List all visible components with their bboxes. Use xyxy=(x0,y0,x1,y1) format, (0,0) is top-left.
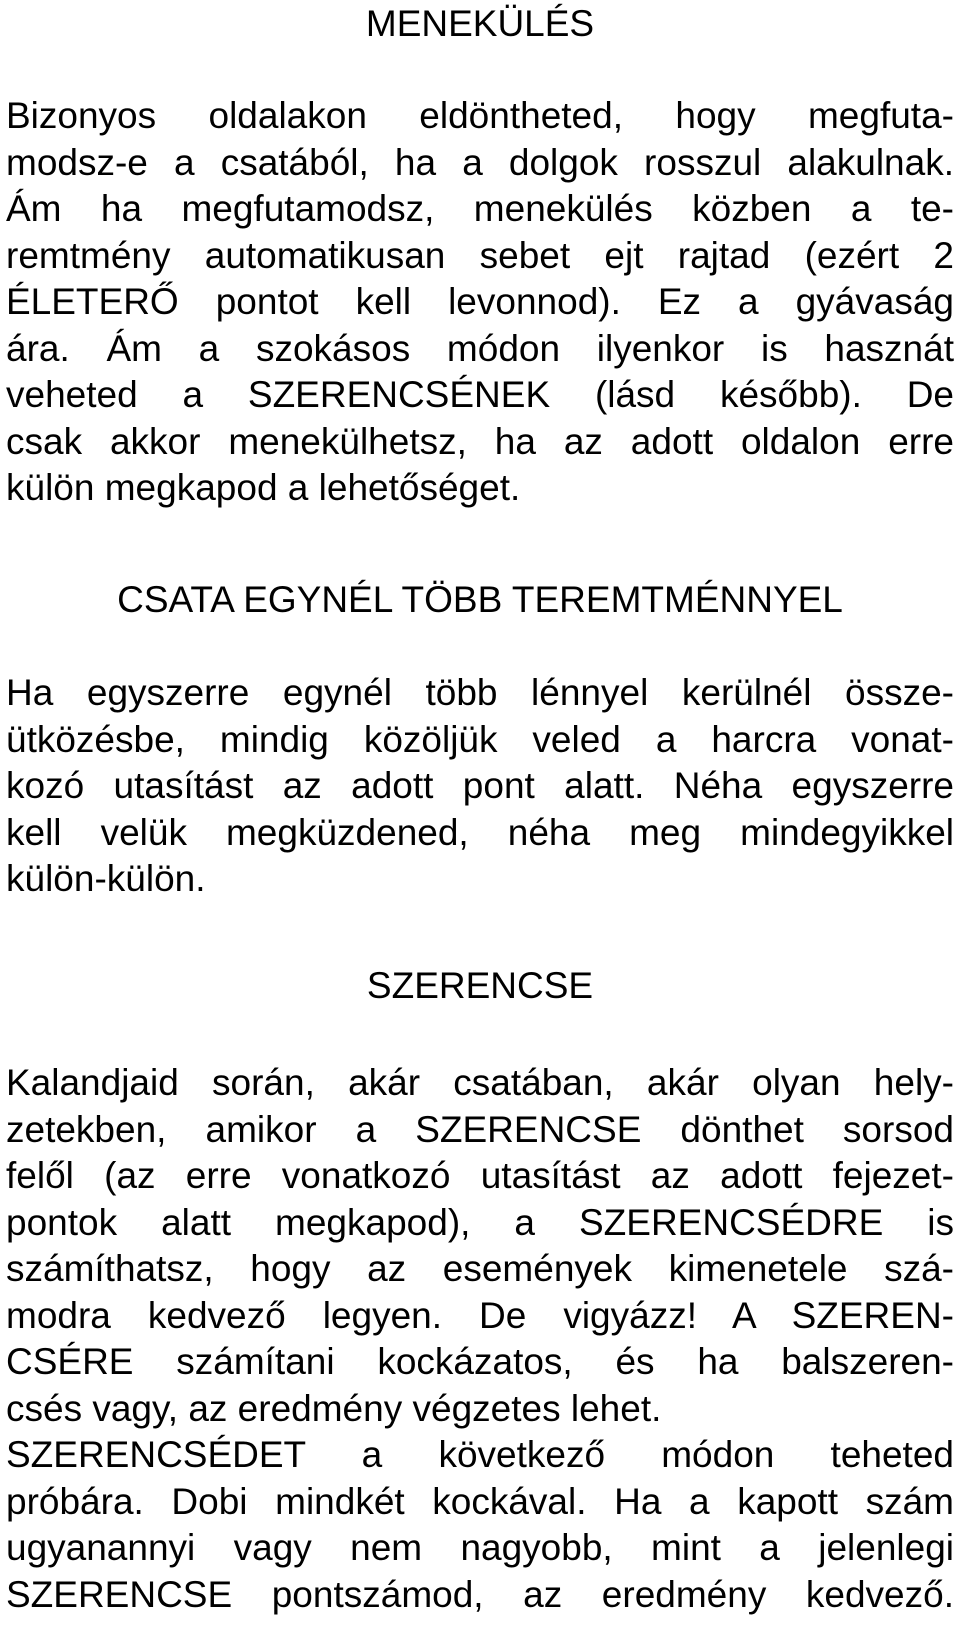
text-line: felől (az erre vonatkozó utasítást az adott fejezet- xyxy=(6,1155,954,1196)
text-line: ára. Ám a szokásos módon ilyenkor is hasznát xyxy=(6,327,954,369)
text-line: csés vagy, az eredmény végzetes lehet. xyxy=(6,1387,662,1429)
paragraph-csata xyxy=(6,670,954,903)
text-line: zetekben, amikor a SZERENCSE dönthet sorsod xyxy=(6,1108,954,1150)
text-line: számíthatsz, hogy az események kimenetele szá- xyxy=(6,1248,954,1289)
text-line: ÉLETERŐ pontot kell levonnod). Ez a gyávaság xyxy=(6,281,954,322)
text-line: CSÉRE számítani kockázatos, és ha balszeren- xyxy=(6,1341,954,1382)
paragraph-menekules xyxy=(6,93,954,512)
text-line: ütközésbe, mindig közöljük veled a harcra vonat- xyxy=(6,718,954,760)
text-line: modsz-e a csatából, ha a dolgok rosszul alakulnak. xyxy=(6,141,954,183)
text-line: SZERENCSE pontszámod, az eredmény kedvező. xyxy=(6,1573,954,1615)
text-line: csak akkor menekülhetsz, ha az adott oldalon erre xyxy=(6,420,954,462)
section-heading-szerencse: SZERENCSE xyxy=(366,965,594,1006)
text-line: Ha egyszerre egynél több lénnyel kerülnél össze- xyxy=(6,672,954,713)
text-line: veheted a SZERENCSÉNEK (lásd később). De xyxy=(6,374,954,415)
text-line: Bizonyos oldalakon eldöntheted, hogy megfuta- xyxy=(6,95,954,136)
text-line: külön-külön. xyxy=(6,858,206,899)
text-line: Kalandjaid során, akár csatában, akár olyan hely- xyxy=(6,1062,954,1103)
text-line: kozó utasítást az adott pont alatt. Néha egyszerre xyxy=(6,765,954,806)
text-line: kell velük megküzdened, néha meg mindegyikkel xyxy=(6,811,954,853)
text-line: külön megkapod a lehetőséget. xyxy=(6,467,521,508)
text-line: modra kedvező legyen. De vigyázz! A SZEREN- xyxy=(6,1294,954,1336)
text-line: SZERENCSÉDET a következő módon teheted xyxy=(6,1434,954,1475)
section-heading-csata: CSATA EGYNÉL TÖBB TEREMTMÉNNYEL xyxy=(117,579,843,620)
paragraph-szerencse xyxy=(6,1060,954,1618)
text-line: pontok alatt megkapod), a SZERENCSÉDRE is xyxy=(6,1201,954,1243)
text-line: remtmény automatikusan sebet ejt rajtad (ezért 2 xyxy=(6,234,954,276)
text-line: Ám ha megfutamodsz, menekülés közben a te- xyxy=(6,188,954,229)
section-heading-menekules: MENEKÜLÉS xyxy=(365,3,595,44)
text-line: próbára. Dobi mindkét kockával. Ha a kapott szám xyxy=(6,1480,954,1522)
text-line: ugyanannyi vagy nem nagyobb, mint a jelenlegi xyxy=(6,1527,954,1568)
